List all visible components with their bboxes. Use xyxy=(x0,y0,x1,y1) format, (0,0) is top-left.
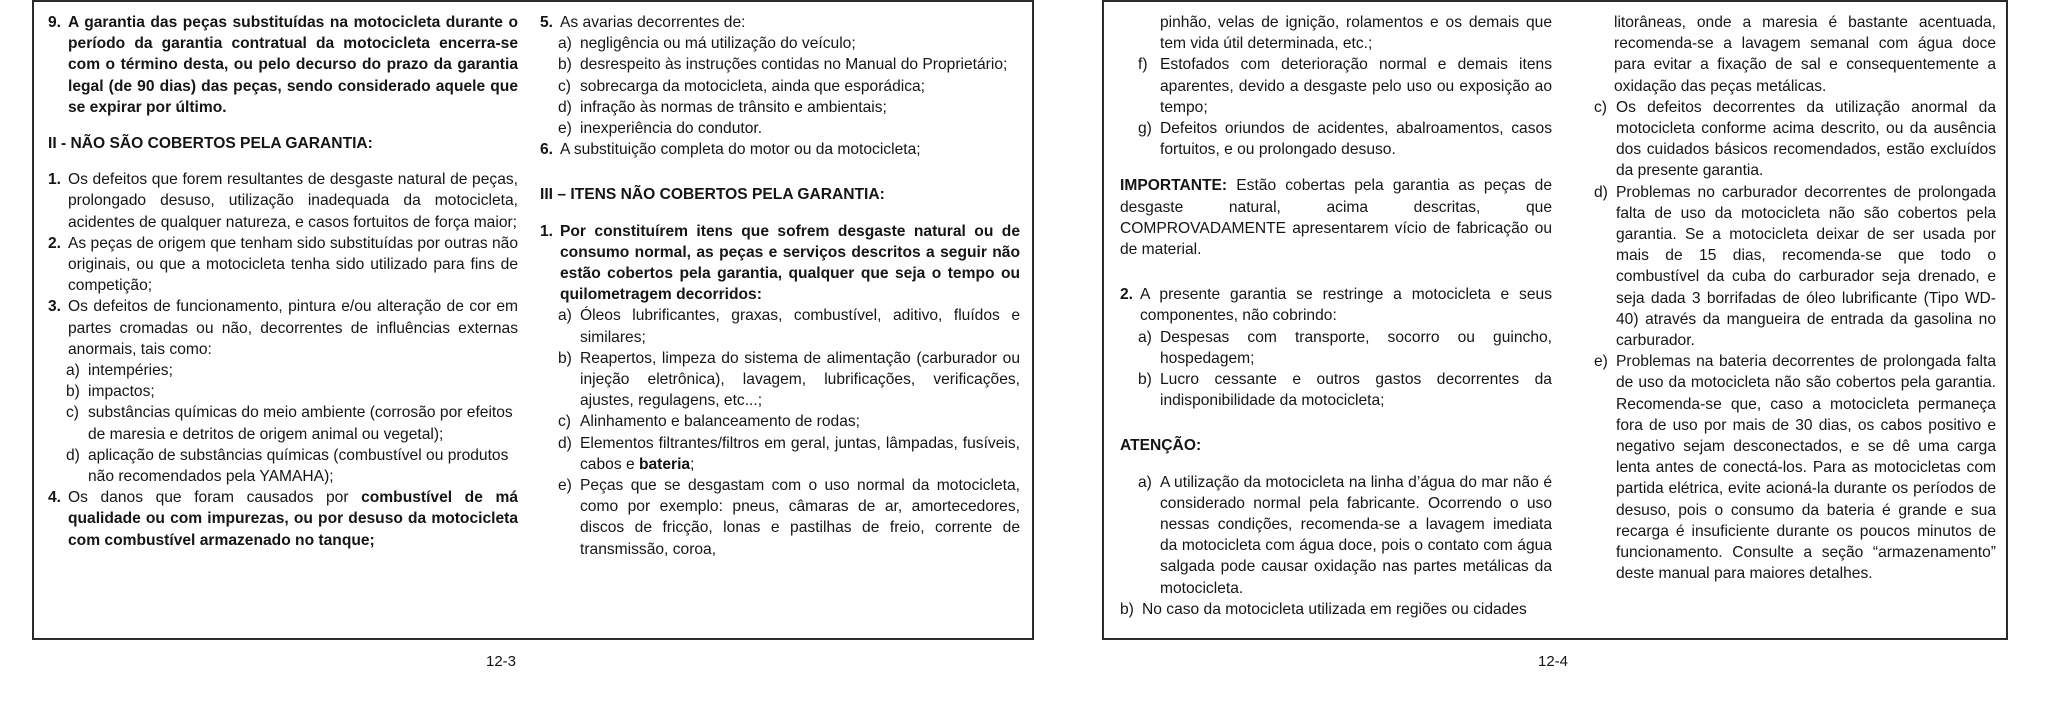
attention-item xyxy=(1120,472,1552,599)
subitem-letter: c) xyxy=(558,413,571,431)
item-number: 9. xyxy=(48,14,62,31)
subitem-letter: e) xyxy=(558,477,572,495)
right-column-1 xyxy=(1120,12,1552,620)
subitem xyxy=(48,402,518,444)
item-number: 5. xyxy=(540,14,554,31)
section-heading-ii: II - NÃO SÃO COBERTOS PELA GARANTIA: xyxy=(48,135,373,153)
subitem xyxy=(540,118,1020,139)
subitem-letter: b) xyxy=(558,349,572,367)
subitem xyxy=(48,381,518,402)
subitem xyxy=(540,33,1020,54)
subitem-text: intempéries; xyxy=(88,362,173,380)
right-column-2 xyxy=(1594,12,1996,584)
subitem-letter: c) xyxy=(558,77,571,95)
subitem-letter: e) xyxy=(558,120,572,138)
item-text-bold: combustível de má qualidade ou com impurezas, ou por desuso da motocicleta com combustível armazenado no tanque; xyxy=(68,489,519,549)
item-text: As peças de origem que tenham sido substituídas por outras não originais, ou que a motocicleta tenha sido utilizado para fins de competição; xyxy=(68,234,518,295)
item-number: 6. xyxy=(540,141,554,159)
subitem-text: Peças que se desgastam com o uso normal da motocicleta, como por exemplo: pneus, câmaras de ar, amortecedores, discos de fricção, lonas e pastilhas de freio, corrente de transmissão, coroa, xyxy=(580,477,1020,558)
subitem-text: Defeitos oriundos de acidentes, abalroamentos, casos fortuitos, e ou prolongado desuso. xyxy=(1160,120,1552,159)
subitem xyxy=(540,76,1020,97)
subitem xyxy=(1120,369,1552,411)
subitem-text: Óleos lubrificantes, graxas, combustível, aditivo, fluídos e similares; xyxy=(580,307,1020,346)
item-9 xyxy=(48,12,518,118)
subitem-text: Alinhamento e balanceamento de rodas; xyxy=(580,413,861,431)
subitem-letter: a) xyxy=(558,35,572,53)
item-text: As avarias decorrentes de: xyxy=(560,14,746,31)
item-text: Por constituírem itens que sofrem desgaste natural ou de consumo normal, as peças e serviços descritos a seguir não estão cobertos pela garantia, qualquer que seja o tempo ou quilometragem decorridos: xyxy=(560,222,1020,304)
subitem-letter: e) xyxy=(1594,353,1608,371)
item-2-right xyxy=(1120,284,1552,326)
page-12-4 xyxy=(1102,0,2008,640)
item-text: Os defeitos de funcionamento, pintura e/ou alteração de cor em partes cromadas ou não, decorrentes de influências externas anormais, tais como: xyxy=(68,298,518,358)
subitem-letter: b) xyxy=(558,56,572,74)
subitem-text: infração às normas de trânsito e ambientais; xyxy=(580,98,887,116)
subitem-text: inexperiência do condutor. xyxy=(580,120,763,138)
attention-item xyxy=(1120,599,1552,620)
item-2 xyxy=(48,233,518,297)
item-number: 3. xyxy=(48,298,62,316)
subitem-letter: d) xyxy=(66,446,80,464)
item-text: A presente garantia se restringe a motocicleta e seus componentes, não cobrindo: xyxy=(1140,286,1552,325)
important-text: Estão cobertas pela garantia as peças de desgaste natural, acima descritas, que COMPROVADAMENTE apresentarem vício de fabricação ou de material. xyxy=(1120,177,1552,259)
item-number: 4. xyxy=(48,489,62,507)
subitem-letter: b) xyxy=(1120,600,1134,618)
subitem xyxy=(540,433,1020,475)
attention-heading: ATENÇÃO: xyxy=(1120,437,1202,455)
subitem-text: Os defeitos decorrentes da utilização anormal da motocicleta conforme acima descrito, ou da ausência dos cuidados básicos recomendados, estão excluídos da presente garantia. xyxy=(1616,98,1996,180)
subitem-text: impactos; xyxy=(88,383,155,401)
subitem-text: Reapertos, limpeza do sistema de alimentação (carburador ou injeção eletrônica), lavagem, lubrificações, verificações, ajustes, regulagens, etc...; xyxy=(580,349,1020,410)
subitem xyxy=(1594,182,1996,352)
subitem xyxy=(1120,54,1552,118)
subitem-letter: a) xyxy=(1138,328,1152,346)
subitem xyxy=(48,360,518,381)
subitem xyxy=(540,475,1020,560)
subitem-letter: a) xyxy=(66,362,80,380)
subitem xyxy=(1594,351,1996,584)
left-column-1 xyxy=(48,12,518,551)
subitem-text: sobrecarga da motocicleta, ainda que esporádica; xyxy=(580,77,926,95)
subitem-letter: d) xyxy=(1594,183,1608,201)
subitem-text: Lucro cessante e outros gastos decorrentes da indisponibilidade da motocicleta; xyxy=(1160,371,1552,410)
page-number-left: 12-3 xyxy=(486,653,517,670)
subitem-text: desrespeito às instruções contidas no Manual do Proprietário; xyxy=(580,56,1008,74)
subitem-letter: a) xyxy=(558,307,572,325)
item-text: A substituição completa do motor ou da motocicleta; xyxy=(560,141,921,159)
subitem-text: Elementos filtrantes/filtros em geral, juntas, lâmpadas, fusíveis, cabos e xyxy=(580,434,1020,473)
item-text: Os danos que foram causados por xyxy=(68,489,362,507)
subitem xyxy=(540,348,1020,412)
subitem-text-end: ; xyxy=(690,455,695,473)
subitem-text: substâncias químicas do meio ambiente (corrosão por efeitos de maresia e detritos de origem animal ou vegetal); xyxy=(88,404,513,443)
subitem-letter: b) xyxy=(1138,371,1152,389)
subitem xyxy=(540,411,1020,432)
item-1 xyxy=(48,169,518,233)
subitem-text: negligência ou má utilização do veículo; xyxy=(580,35,856,53)
item-5 xyxy=(540,12,1020,33)
item-1-iii xyxy=(540,221,1020,306)
item-number: 2. xyxy=(1120,286,1134,304)
subitem-letter: f) xyxy=(1138,56,1148,74)
item-number: 1. xyxy=(540,222,554,240)
item-number: 1. xyxy=(48,171,62,189)
subitem-text: Despesas com transporte, socorro ou guincho, hospedagem; xyxy=(1160,328,1552,367)
subitem xyxy=(1120,118,1552,160)
subitem-letter: c) xyxy=(1594,98,1607,116)
subitem xyxy=(1120,327,1552,369)
important-label: IMPORTANTE: xyxy=(1120,177,1228,195)
item-text: Os defeitos que forem resultantes de desgaste natural de peças, prolongado desuso, utilização inadequada da motocicleta, acidentes de qualquer natureza, e casos fortuitos de força maior; xyxy=(68,171,518,231)
subitem-letter: a) xyxy=(1138,473,1152,491)
item-4 xyxy=(48,487,518,551)
item-text: A garantia das peças substituídas na motocicleta durante o período da garantia contratual da motocicleta encerra-se com o término desta, ou pelo decurso do prazo da garantia legal (de 90 dias) das peças, sendo considerado aquele que se expirar por último. xyxy=(68,14,518,116)
subitem-text: Problemas na bateria decorrentes de prolongada falta de uso da motocicleta não são cobertos pela garantia. Recomenda-se que, caso a motocicleta permaneça fora de uso por mais de 30 dias, os cabos positivo e negativo sejam desconectados, e se dê uma carga lenta antes de conectá-los. Para as motocicletas com partida elétrica, evite acioná-la durante os períodos de desuso, pois o consumo da bateria é grande e sua recarga é insuficiente durante os poucos minutos de funcionamento. Consulte a seção “armazenamento” deste manual para maiores detalhes. xyxy=(1616,353,1996,583)
subitem xyxy=(540,97,1020,118)
subitem-text: aplicação de substâncias químicas (combustível ou produtos não recomendados pela YAMAHA); xyxy=(88,446,509,486)
page-12-3 xyxy=(32,0,1034,640)
subitem-text-bold: bateria xyxy=(638,455,691,473)
subitem-letter: c) xyxy=(66,404,79,422)
subitem-text: Problemas no carburador decorrentes de prolongada falta de uso da motocicleta não são cobertos pela garantia. Se a motocicleta deixar de ser usada por mais de 15 dias, recomenda-se que todo o combustível da cuba do carburador seja drenado, e seja dada 3 borrifadas de óleo lubrificante (Tipo WD-40) através da mangueira de entrada da gasolina no carburador. xyxy=(1616,183,1996,350)
subitem-text: Estofados com deterioração normal e demais itens aparentes, devido a desgaste pelo uso ou exposição ao tempo; xyxy=(1160,56,1552,116)
item-6 xyxy=(540,139,1020,160)
item-number: 2. xyxy=(48,234,62,252)
subitem-letter: g) xyxy=(1138,120,1152,138)
important-note xyxy=(1120,175,1552,260)
subitem xyxy=(1594,97,1996,182)
subitem xyxy=(540,54,1020,75)
left-column-2 xyxy=(540,12,1020,560)
subitem-text: No caso da motocicleta utilizada em regiões ou cidades xyxy=(1142,600,1527,618)
page-number-right: 12-4 xyxy=(1538,653,1569,670)
subitem-text: A utilização da motocicleta na linha d’água do mar não é considerado normal pela fabricante. Ocorrendo o uso nessas condições, recomenda-se a lavagem imediata da motocicleta com água doce, pois o contato com água salgada pode causar oxidação nas partes metálicas da motocicleta. xyxy=(1160,473,1552,597)
section-heading-iii: III – ITENS NÃO COBERTOS PELA GARANTIA: xyxy=(540,186,885,204)
subitem-letter: d) xyxy=(558,434,572,452)
subitem-letter: d) xyxy=(558,98,572,116)
item-3 xyxy=(48,296,518,360)
subitem xyxy=(540,305,1020,347)
continued-text: litorâneas, onde a maresia é bastante acentuada, recomenda-se a lavagem semanal com água doce para evitar a fixação de sal e consequentemente a oxidação das peças metálicas. xyxy=(1614,14,1996,95)
subitem-letter: b) xyxy=(66,383,80,401)
continued-text: pinhão, velas de ignição, rolamentos e os demais que tem vida útil determinada, etc.; xyxy=(1160,14,1552,53)
subitem xyxy=(48,445,518,487)
